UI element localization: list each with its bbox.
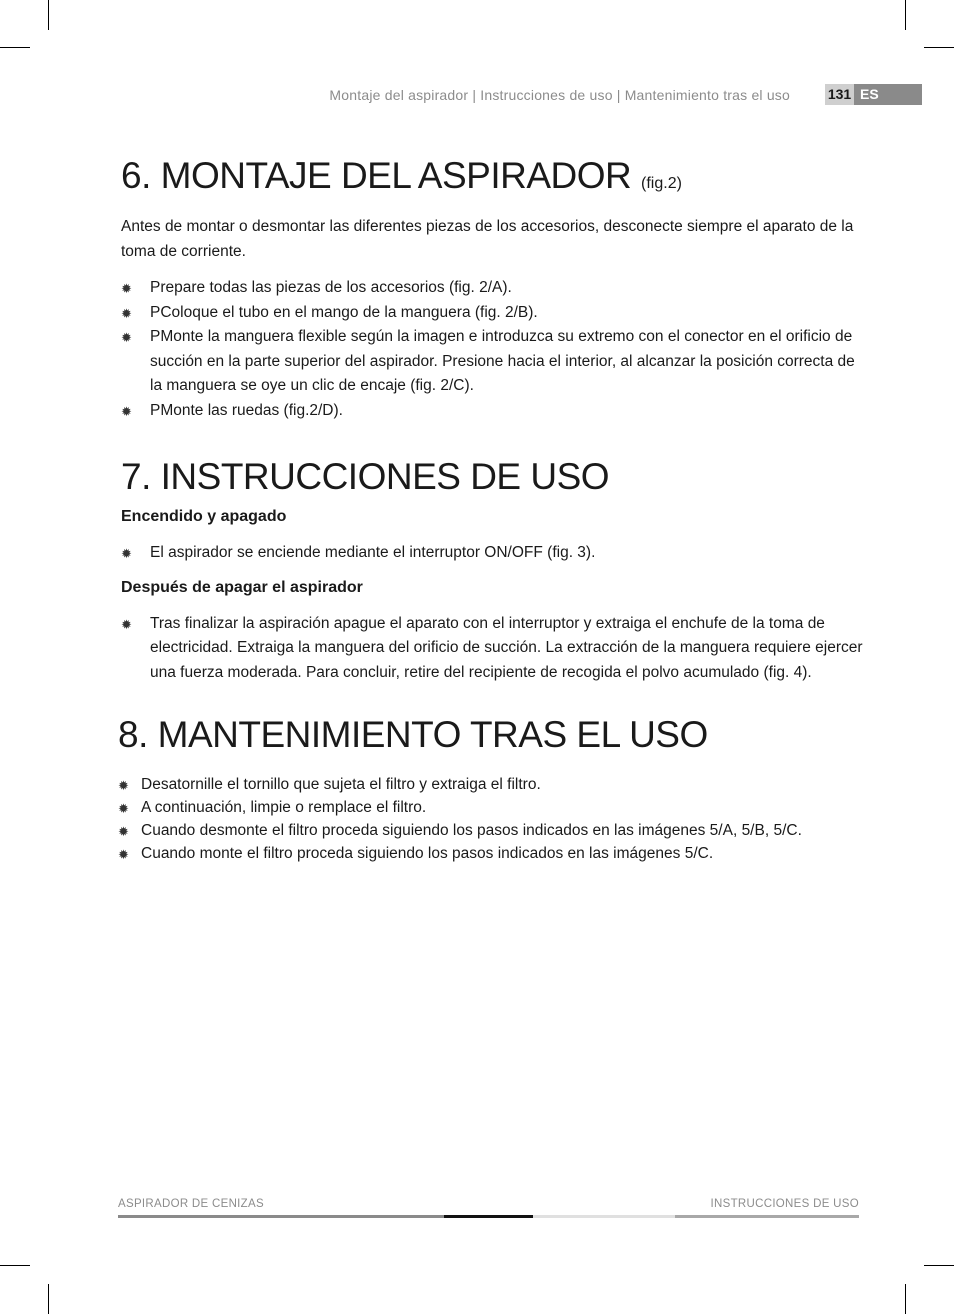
list-item: ✹ Desatornille el tornillo que sujeta el filtro y extraiga el filtro. <box>118 773 866 796</box>
crop-mark <box>0 47 30 48</box>
section-title-instrucciones: 7. INSTRUCCIONES DE USO <box>121 456 610 497</box>
despues-list <box>121 612 866 686</box>
section-intro: Antes de montar o desmontar las diferentes piezas de los accesorios, desconecte siempre el aparato de la toma de corriente. <box>121 218 854 260</box>
footer-document-type: INSTRUCCIONES DE USO <box>710 1198 859 1210</box>
gear-bullet-icon: ✹ <box>121 546 132 561</box>
list-item: ✹ PMonte las ruedas (fig.2/D). <box>121 399 866 424</box>
list-item: ✹ A continuación, limpie o remplace el filtro. <box>118 796 866 819</box>
subheading-encendido: Encendido y apagado <box>121 508 287 525</box>
section-title-mantenimiento: 8. MANTENIMIENTO TRAS EL USO <box>118 714 708 755</box>
figure-reference: (fig.2) <box>641 175 682 192</box>
gear-bullet-icon: ✹ <box>118 847 129 862</box>
list-item: ✹ PColoque el tubo en el mango de la manguera (fig. 2/B). <box>121 301 866 326</box>
gear-bullet-icon: ✹ <box>118 824 129 839</box>
gear-bullet-icon: ✹ <box>121 281 132 296</box>
gear-bullet-icon: ✹ <box>121 403 132 419</box>
list-item: ✹ El aspirador se enciende mediante el interruptor ON/OFF (fig. 3). <box>121 541 866 566</box>
crop-mark <box>0 1265 30 1266</box>
crop-mark <box>905 0 906 30</box>
list-item: ✹ Cuando monte el filtro proceda siguiendo los pasos indicados en las imágenes 5/C. <box>118 842 866 865</box>
running-header: Montaje del aspirador | Instrucciones de uso | Mantenimiento tras el uso <box>329 87 790 103</box>
page-tab <box>825 84 922 105</box>
gear-bullet-icon: ✹ <box>121 616 132 632</box>
list-item: ✹ Prepare todas las piezas de los accesorios (fig. 2/A). <box>121 276 866 301</box>
encendido-list <box>121 541 866 566</box>
footer-product-name: ASPIRADOR DE CENIZAS <box>118 1198 264 1210</box>
gear-bullet-icon: ✹ <box>121 330 132 345</box>
list-item: ✹ PMonte la manguera flexible según la imagen e introduzca su extremo con el conector en el orificio de succión en la parte superior del aspirador. Presione hacia el interior, al alcanzar la posición correcta de la manguera se oye un clic de encaje (fig. 2/C). <box>121 328 855 394</box>
list-item: ✹ Cuando desmonte el filtro proceda siguiendo los pasos indicados en las imágenes 5/A, 5/B, 5/C. <box>118 819 866 842</box>
page-content <box>118 150 866 865</box>
gear-bullet-icon: ✹ <box>121 305 132 321</box>
page-number: 131 <box>825 84 854 105</box>
crop-mark <box>48 1284 49 1314</box>
footer-rule <box>118 1215 859 1218</box>
montaje-list <box>121 276 866 423</box>
gear-bullet-icon: ✹ <box>118 778 129 793</box>
subheading-despues: Después de apagar el aspirador <box>121 578 363 596</box>
mantenimiento-list <box>118 773 866 865</box>
crop-mark <box>924 47 954 48</box>
gear-bullet-icon: ✹ <box>118 801 129 816</box>
list-item: ✹ Tras finalizar la aspiración apague el aparato con el interruptor y extraiga el enchufe de la toma de electricidad. Extraiga la manguera del orificio de succión. La extracción de la manguera requiere ejercer una fuerza moderada. Para concluir, retire del recipiente de recogida el polvo acumulado (fig. 4). <box>121 614 863 681</box>
language-badge: ES <box>854 84 922 105</box>
crop-mark <box>905 1284 906 1314</box>
crop-mark <box>48 0 49 30</box>
crop-mark <box>924 1265 954 1266</box>
section-title-montaje: 6. MONTAJE DEL ASPIRADOR (fig.2) <box>121 155 682 196</box>
